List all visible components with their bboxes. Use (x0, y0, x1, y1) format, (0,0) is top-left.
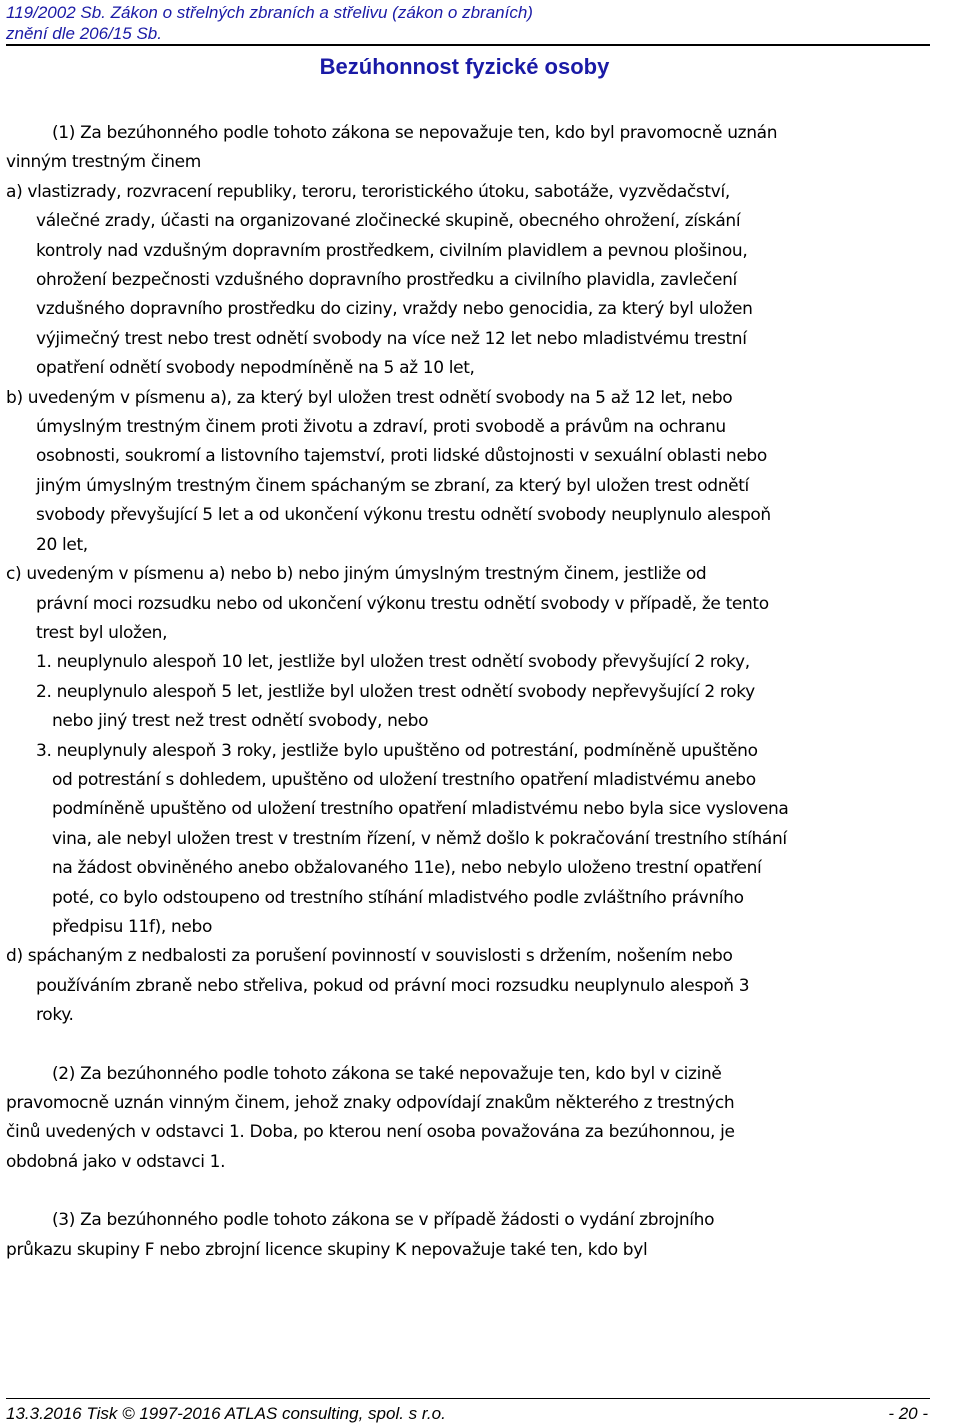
text-line: od potrestání s dohledem, upuštěno od uložení trestního opatření mladistvému anebo (52, 769, 756, 790)
text-line: jiným úmyslným trestným činem spáchaným se zbraní, za který byl uložen trest odnětí (36, 475, 749, 496)
text-line: (1) Za bezúhonného podle tohoto zákona se nepovažuje ten, kdo byl pravomocně uznán (52, 123, 778, 143)
footer-page-number: - 20 - (888, 1404, 928, 1423)
text-line: poté, co bylo odstoupeno od trestního stíhání mladistvého podle zvláštního právního (52, 887, 744, 908)
document-header (6, 2, 930, 44)
text-line: a) vlastizrady, rozvracení republiky, teroru, teroristického útoku, sabotáže, vyzvědačství, (6, 181, 730, 202)
text-line: roky. (36, 1005, 74, 1026)
text-line: vina, ale nebyl uložen trest v trestním řízení, v němž došlo k pokračování trestního stíhání (52, 828, 787, 849)
text-line: osobnosti, soukromí a listovního tajemství, proti lidské důstojnosti v sexuální oblasti nebo (36, 446, 767, 467)
footer-print-info: 13.3.2016 Tisk © 1997-2016 ATLAS consulting, spol. s r.o. (6, 1404, 446, 1423)
text-line: 1. neuplynulo alespoň 10 let, jestliže byl uložen trest odnětí svobody převyšující 2 roky, (36, 652, 750, 673)
text-line: (3) Za bezúhonného podle tohoto zákona se v případě žádosti o vydání zbrojního (52, 1210, 715, 1231)
text-line: d) spáchaným z nedbalosti za porušení povinností v souvislosti s držením, nošením nebo (6, 946, 733, 967)
header-law-title: 119/2002 Sb. Zákon o střelných zbraních a střelivu (zákon o zbraních) (6, 3, 533, 22)
text-line: na žádost obviněného anebo obžalovaného 11e), nebo nebylo uloženo trestní opatření (52, 858, 762, 879)
text-line: opatření odnětí svobody nepodmíněně na 5 až 10 let, (36, 358, 475, 379)
text-line: úmyslným trestným činem proti životu a zdraví, proti svobodě a právům na ochranu (36, 417, 726, 438)
text-line: ohrožení bezpečnosti vzdušného dopravního prostředku a civilního plavidla, zavlečení (36, 270, 737, 291)
header-divider (6, 44, 930, 46)
text-line: předpisu 11f), nebo (52, 916, 213, 937)
text-line: vinným trestným činem (6, 152, 201, 173)
text-line (6, 1031, 960, 1060)
text-line: průkazu skupiny F nebo zbrojní licence skupiny K nepovažuje také ten, kdo byl (6, 1239, 648, 1260)
text-line: právní moci rozsudku nebo od ukončení výkonu trestu odnětí svobody v případě, že tento (36, 593, 769, 614)
text-line: výjimečný trest nebo trest odnětí svobody na více než 12 let nebo mladistvému trestní (36, 328, 747, 349)
text-line: válečné zrady, účasti na organizované zločinecké skupině, obecného ohrožení, získání (36, 211, 741, 232)
footer-divider (6, 1398, 930, 1399)
text-line: (2) Za bezúhonného podle tohoto zákona se také nepovažuje ten, kdo byl v cizině (52, 1063, 722, 1084)
text-line: 2. neuplynulo alespoň 5 let, jestliže byl uložen trest odnětí svobody nepřevyšující 2 roky (36, 681, 755, 702)
section-title: Bezúhonnost fyzické osoby (319, 54, 610, 79)
text-line: kontroly nad vzdušným dopravním prostředkem, civilním plavidlem a pevnou plošinou, (36, 240, 748, 261)
section-body (6, 119, 960, 1265)
text-line: svobody převyšující 5 let a od ukončení výkonu trestu odnětí svobody neuplynulo alespoň (36, 505, 771, 526)
text-line: nebo jiný trest než trest odnětí svobody, nebo (52, 711, 429, 732)
text-line: trest byl uložen, (36, 622, 168, 643)
text-line: používáním zbraně nebo střeliva, pokud od právní moci rozsudku neuplynulo alespoň 3 (36, 975, 750, 996)
text-line (6, 1177, 960, 1206)
text-line: b) uvedeným v písmenu a), za který byl uložen trest odnětí svobody na 5 až 12 let, nebo (6, 387, 733, 408)
text-line: podmíněně upuštěno od uložení trestního opatření mladistvému nebo byla sice vyslovena (52, 799, 789, 820)
text-line: obdobná jako v odstavci 1. (6, 1151, 226, 1172)
header-version: znění dle 206/15 Sb. (6, 24, 162, 43)
text-line: c) uvedeným v písmenu a) nebo b) nebo jiným úmyslným trestným činem, jestliže od (6, 564, 707, 585)
text-line: činů uvedených v odstavci 1. Doba, po kterou není osoba považována za bezúhonnou, je (6, 1122, 735, 1143)
text-line: 3. neuplynuly alespoň 3 roky, jestliže bylo upuštěno od potrestání, podmíněně upuštěno (36, 740, 758, 761)
text-line: vzdušného dopravního prostředku do ciziny, vraždy nebo genocidia, za který byl uložen (36, 299, 753, 320)
text-line: pravomocně uznán vinným činem, jehož znaky odpovídají znakům některého z trestných (6, 1093, 735, 1113)
text-line: 20 let, (36, 534, 88, 555)
